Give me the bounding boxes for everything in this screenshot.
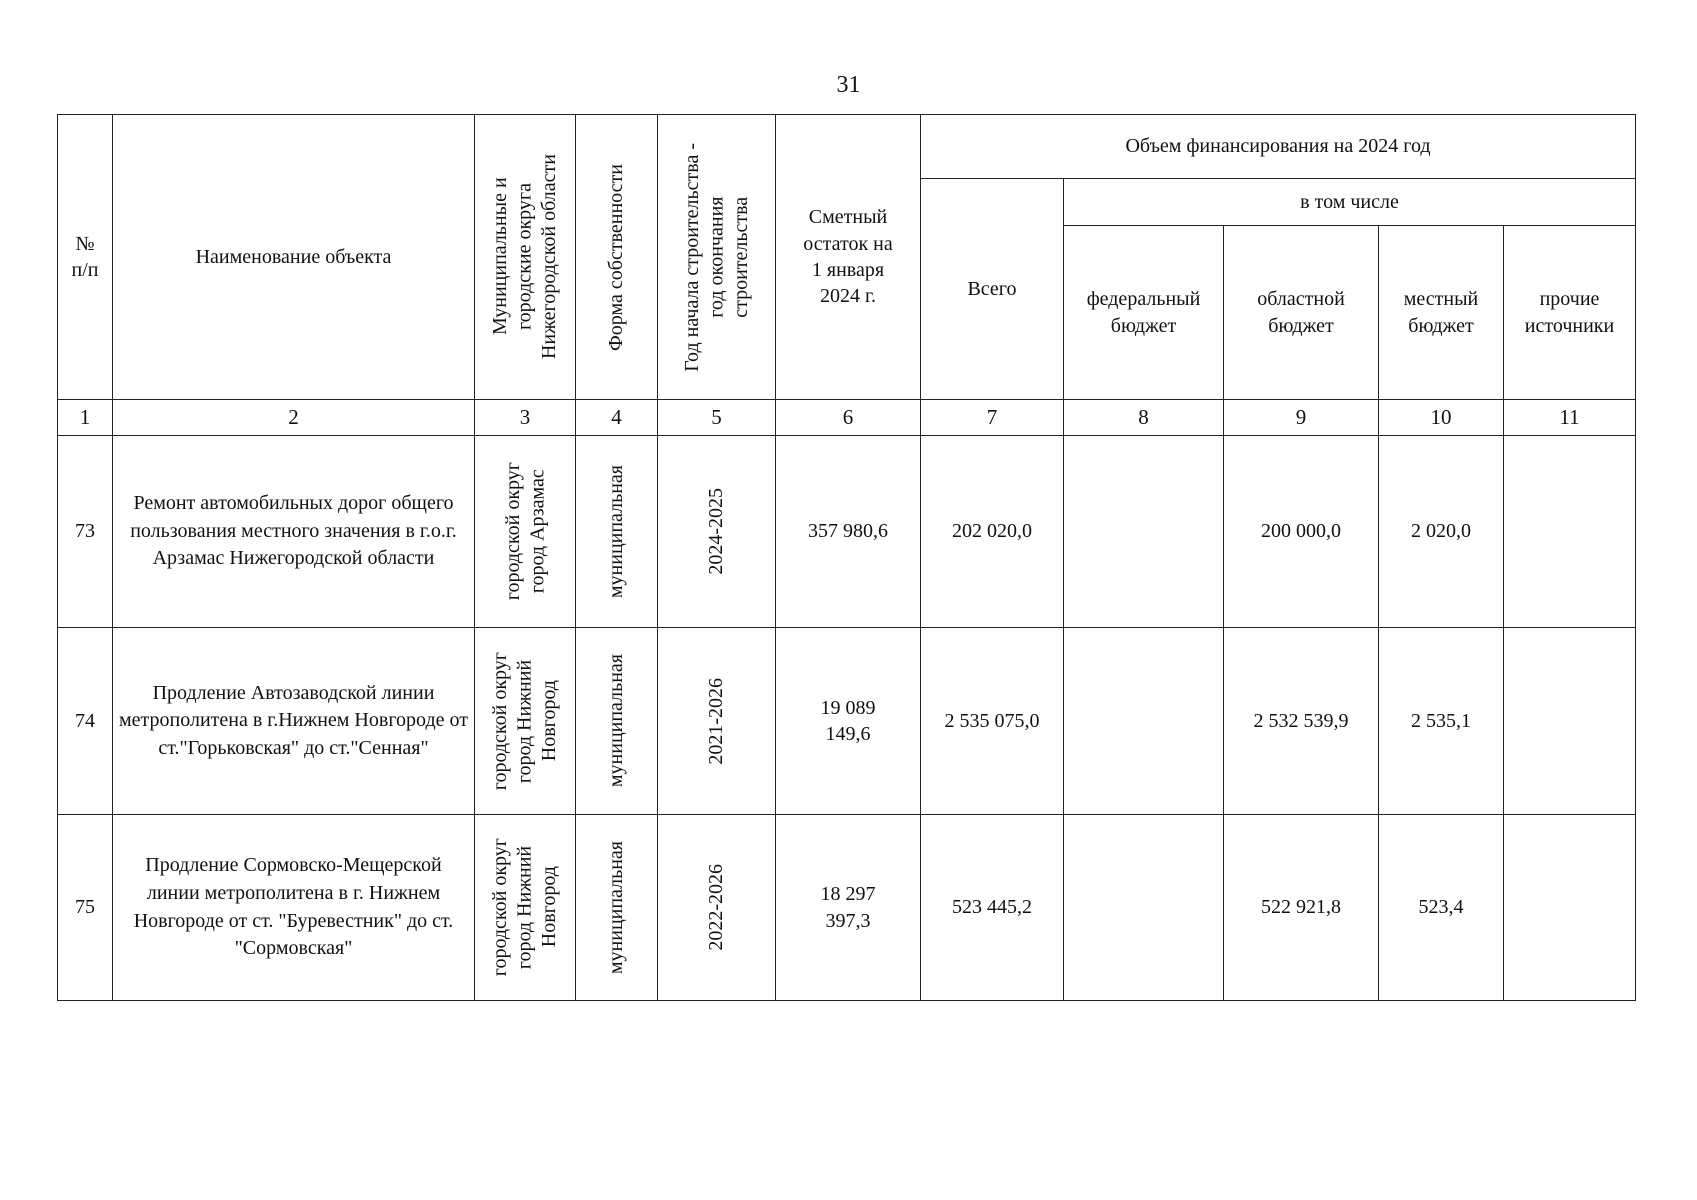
municipality-cell xyxy=(475,436,576,628)
construction-years: 2021-2026 xyxy=(705,677,728,765)
row-num: 75 xyxy=(58,815,113,1001)
header-regional: областной бюджет xyxy=(1224,226,1379,400)
header-financing: Объем финансирования на 2024 год xyxy=(921,115,1636,179)
header-federal: федеральный бюджет xyxy=(1064,226,1224,400)
column-number: 5 xyxy=(658,400,776,436)
financing-total: 2 535 075,0 xyxy=(921,628,1064,815)
header-ownership xyxy=(576,115,658,400)
table-row xyxy=(58,815,1636,1001)
regional-budget: 2 532 539,9 xyxy=(1224,628,1379,815)
header-num: № п/п xyxy=(58,115,113,400)
municipality: городской округ город Нижний Новгород xyxy=(489,651,561,791)
row-num: 74 xyxy=(58,628,113,815)
federal-budget xyxy=(1064,815,1224,1001)
column-number: 11 xyxy=(1504,400,1636,436)
local-budget: 2 535,1 xyxy=(1379,628,1504,815)
header-municipal-text: Муниципальные и городские округа Нижегородской области xyxy=(489,154,561,360)
construction-years: 2022-2026 xyxy=(705,864,728,951)
regional-budget: 522 921,8 xyxy=(1224,815,1379,1001)
municipality: городской округ город Нижний Новгород xyxy=(489,838,561,977)
header-estimated-remainder: Сметный остаток на 1 января 2024 г. xyxy=(776,115,921,400)
years-cell xyxy=(658,815,776,1001)
ownership-cell xyxy=(576,436,658,628)
header-construction-years xyxy=(658,115,776,400)
financing-total: 202 020,0 xyxy=(921,436,1064,628)
column-number: 2 xyxy=(113,400,475,436)
federal-budget xyxy=(1064,436,1224,628)
estimated-remainder: 19 089 149,6 xyxy=(776,628,921,815)
header-local: местный бюджет xyxy=(1379,226,1504,400)
estimated-remainder: 357 980,6 xyxy=(776,436,921,628)
other-sources xyxy=(1504,628,1636,815)
local-budget: 523,4 xyxy=(1379,815,1504,1001)
table-row xyxy=(58,628,1636,815)
municipality: городской округ город Арзамас xyxy=(501,462,548,601)
ownership-cell xyxy=(576,815,658,1001)
column-number: 8 xyxy=(1064,400,1224,436)
column-number: 1 xyxy=(58,400,113,436)
regional-budget: 200 000,0 xyxy=(1224,436,1379,628)
column-number: 6 xyxy=(776,400,921,436)
column-number: 9 xyxy=(1224,400,1379,436)
object-name: Ремонт автомобильных дорог общего пользования местного значения в г.о.г. Арзамас Нижегородской области xyxy=(113,436,475,628)
ownership: муниципальная xyxy=(605,654,628,788)
column-number: 4 xyxy=(576,400,658,436)
years-cell xyxy=(658,628,776,815)
column-number: 7 xyxy=(921,400,1064,436)
header-municipal xyxy=(475,115,576,400)
column-number: 3 xyxy=(475,400,576,436)
ownership: муниципальная xyxy=(605,464,628,599)
column-number-row xyxy=(58,400,1636,436)
financing-total: 523 445,2 xyxy=(921,815,1064,1001)
header-other: прочие источники xyxy=(1504,226,1636,400)
column-number: 10 xyxy=(1379,400,1504,436)
construction-years: 2024-2025 xyxy=(705,488,728,575)
page-number: 31 xyxy=(836,72,861,98)
object-name: Продление Сормовско-Мещерской линии метрополитена в г. Нижнем Новгороде от ст. "Буревестник" до ст. "Сормовская" xyxy=(113,815,475,1001)
header-object-name: Наименование объекта xyxy=(113,115,475,400)
ownership-cell xyxy=(576,628,658,815)
ownership: муниципальная xyxy=(605,840,628,975)
other-sources xyxy=(1504,815,1636,1001)
estimated-remainder: 18 297 397,3 xyxy=(776,815,921,1001)
financing-table xyxy=(57,114,1636,1001)
years-cell xyxy=(658,436,776,628)
other-sources xyxy=(1504,436,1636,628)
header-including: в том числе xyxy=(1064,179,1636,226)
row-num: 73 xyxy=(58,436,113,628)
table-row xyxy=(58,436,1636,628)
federal-budget xyxy=(1064,628,1224,815)
header-total: Всего xyxy=(921,179,1064,400)
municipality-cell xyxy=(475,628,576,815)
municipality-cell xyxy=(475,815,576,1001)
header-construction-years-text: Год начала строительства - год окончания строительства xyxy=(680,142,752,372)
local-budget: 2 020,0 xyxy=(1379,436,1504,628)
object-name: Продление Автозаводской линии метрополитена в г.Нижнем Новгороде от ст."Горьковская" до ст."Сенная" xyxy=(113,628,475,815)
header-ownership-text: Форма собственности xyxy=(605,163,628,351)
